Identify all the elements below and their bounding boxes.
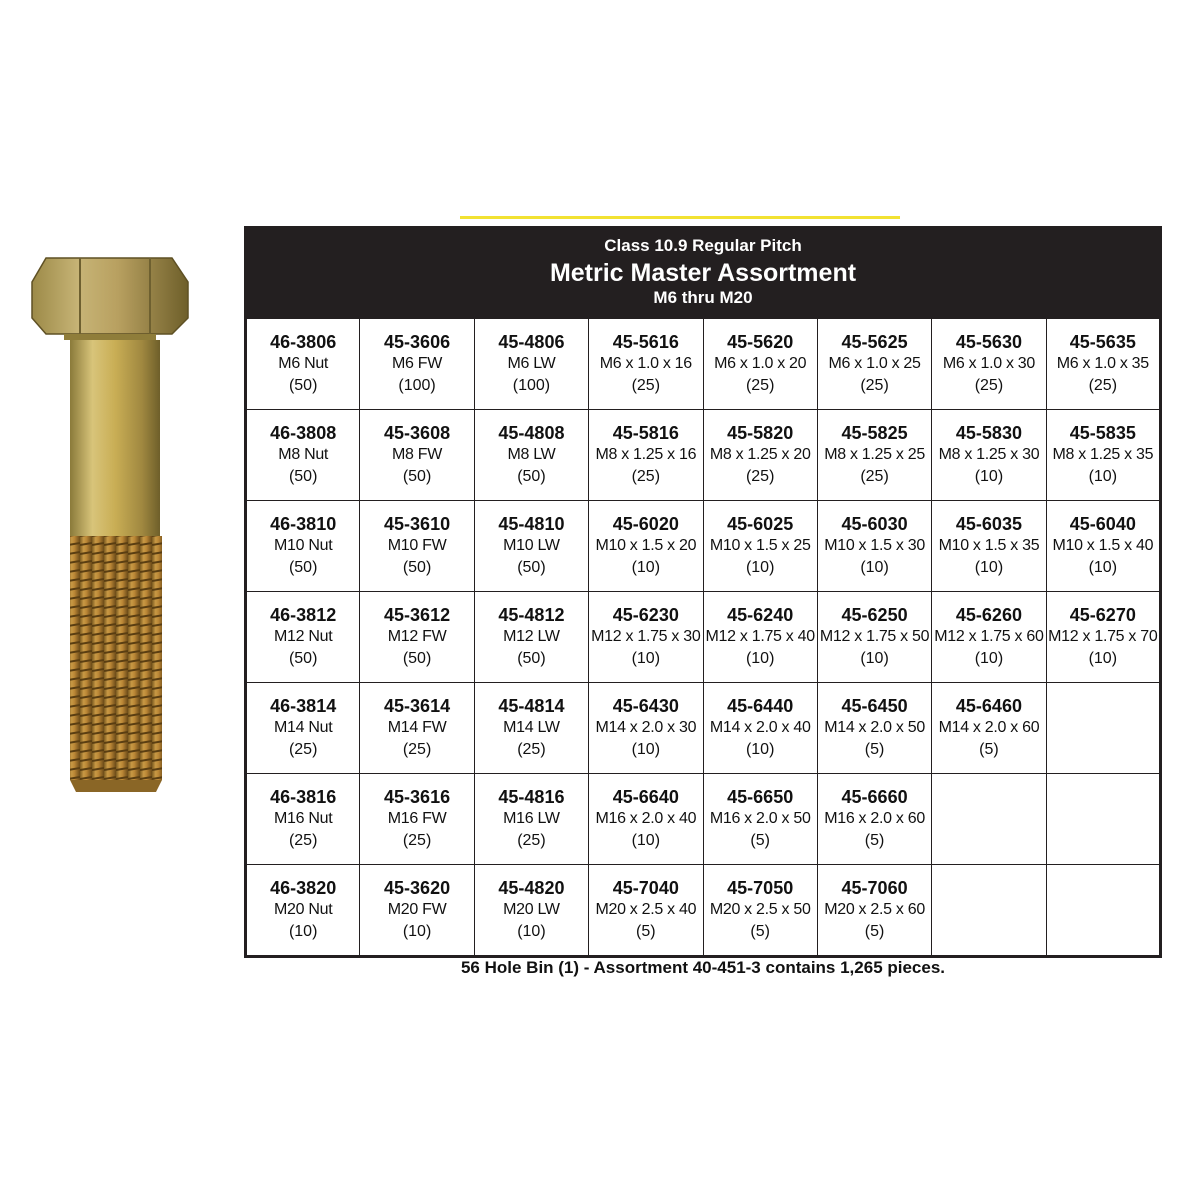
part-cell: [246, 501, 360, 592]
part-description: M16 x 2.0 x 40: [595, 810, 697, 827]
part-number: 45-6270: [1069, 605, 1136, 625]
part-cell: [703, 501, 817, 592]
part-number: 45-7050: [727, 878, 794, 898]
table-row: [246, 592, 1161, 683]
header-range: M6 thru M20: [653, 288, 753, 307]
hex-bolt-image: [20, 250, 200, 810]
part-quantity: (10): [1088, 650, 1118, 667]
part-description: M8 x 1.25 x 20: [709, 446, 811, 463]
part-cell: [1046, 319, 1160, 410]
part-description: M8 x 1.25 x 25: [824, 446, 925, 463]
part-description: M10 x 1.5 x 35: [938, 537, 1040, 554]
part-number: 45-6430: [612, 696, 679, 716]
part-number: 45-6230: [612, 605, 679, 625]
part-number: 45-6660: [841, 787, 908, 807]
table-row: [246, 774, 1161, 865]
part-quantity: (10): [974, 559, 1004, 576]
part-number: 45-6460: [955, 696, 1022, 716]
part-quantity: (100): [398, 377, 436, 394]
part-cell: [703, 774, 817, 865]
part-quantity: (50): [517, 559, 546, 576]
part-cell: [932, 774, 1046, 865]
part-quantity: (5): [864, 832, 885, 849]
part-cell: [932, 683, 1046, 774]
part-cell: [246, 592, 360, 683]
part-cell: [474, 865, 588, 957]
part-description: M14 LW: [503, 719, 560, 736]
part-cell: [589, 592, 703, 683]
part-number: 46-3816: [270, 787, 337, 807]
part-quantity: (25): [631, 377, 661, 394]
part-description: M12 FW: [387, 628, 447, 645]
part-quantity: (10): [860, 559, 889, 576]
part-quantity: (10): [745, 741, 775, 758]
part-cell: [474, 683, 588, 774]
part-quantity: (5): [864, 741, 885, 758]
part-number: 45-4810: [498, 514, 565, 534]
part-quantity: (25): [745, 468, 775, 485]
part-number: 45-3616: [384, 787, 451, 807]
part-number: 45-6240: [727, 605, 794, 625]
part-quantity: (10): [974, 650, 1004, 667]
part-quantity: (25): [402, 832, 432, 849]
part-number: 45-6650: [727, 787, 794, 807]
part-cell: [589, 319, 703, 410]
part-cell: [932, 319, 1046, 410]
part-number: 45-3608: [384, 423, 451, 443]
part-cell: [703, 592, 817, 683]
part-number: 46-3820: [270, 878, 337, 898]
accent-line: [460, 216, 900, 219]
part-number: 45-6020: [612, 514, 679, 534]
part-description: M6 LW: [507, 355, 556, 372]
part-quantity: (50): [402, 559, 432, 576]
part-number: 46-3806: [270, 332, 337, 352]
part-description: M16 Nut: [274, 810, 333, 827]
part-number: 45-6250: [841, 605, 908, 625]
part-quantity: (10): [631, 832, 661, 849]
part-description: M14 Nut: [274, 719, 333, 736]
part-quantity: (25): [402, 741, 432, 758]
part-quantity: (10): [974, 468, 1004, 485]
part-quantity: (100): [512, 377, 551, 394]
part-number: 45-5816: [612, 423, 679, 443]
part-description: M8 x 1.25 x 35: [1052, 446, 1154, 463]
part-number: 45-5820: [727, 423, 794, 443]
part-description: M12 LW: [503, 628, 560, 645]
part-number: 45-5616: [612, 332, 679, 352]
part-number: 45-5625: [841, 332, 908, 352]
part-description: M12 x 1.75 x 70: [1048, 628, 1158, 645]
part-quantity: (5): [750, 923, 770, 940]
table-row: [246, 501, 1161, 592]
part-cell: [817, 501, 931, 592]
part-number: 45-6450: [841, 696, 908, 716]
part-cell: [817, 683, 931, 774]
part-description: M20 FW: [387, 901, 447, 918]
part-cell: [1046, 683, 1160, 774]
part-number: 45-4820: [498, 878, 565, 898]
part-number: 45-4814: [498, 696, 565, 716]
part-description: M14 x 2.0 x 60: [938, 719, 1040, 736]
parts-grid: [244, 318, 1162, 958]
part-description: M6 x 1.0 x 30: [942, 355, 1036, 372]
part-quantity: (10): [860, 650, 889, 667]
part-description: M16 x 2.0 x 60: [824, 810, 925, 827]
part-cell: [360, 774, 474, 865]
table-row: [246, 410, 1161, 501]
part-number: 45-5635: [1069, 332, 1136, 352]
part-cell: [474, 774, 588, 865]
part-description: M10 x 1.5 x 25: [709, 537, 811, 554]
part-cell: [474, 319, 588, 410]
part-description: M6 Nut: [278, 355, 329, 372]
part-quantity: (5): [979, 741, 999, 758]
part-quantity: (25): [1088, 377, 1118, 394]
part-cell: [1046, 501, 1160, 592]
part-description: M12 x 1.75 x 60: [934, 628, 1044, 645]
part-cell: [589, 865, 703, 957]
part-description: M8 x 1.25 x 16: [595, 446, 697, 463]
part-quantity: (10): [631, 559, 661, 576]
part-number: 46-3812: [270, 605, 337, 625]
part-cell: [589, 410, 703, 501]
part-cell: [703, 865, 817, 957]
part-cell: [817, 865, 931, 957]
part-cell: [360, 592, 474, 683]
part-number: 45-6260: [955, 605, 1022, 625]
table-row: [246, 683, 1161, 774]
part-quantity: (25): [517, 741, 546, 758]
part-number: 45-5630: [955, 332, 1022, 352]
part-cell: [474, 501, 588, 592]
part-description: M8 Nut: [278, 446, 329, 463]
part-description: M10 x 1.5 x 20: [595, 537, 697, 554]
part-quantity: (50): [288, 377, 318, 394]
part-quantity: (10): [631, 650, 661, 667]
part-description: M16 LW: [503, 810, 560, 827]
part-number: 45-5830: [955, 423, 1022, 443]
part-cell: [360, 319, 474, 410]
header-title: Metric Master Assortment: [549, 259, 857, 287]
part-number: 45-6640: [612, 787, 679, 807]
part-number: 45-4808: [498, 423, 565, 443]
part-cell: [1046, 865, 1160, 957]
part-quantity: (25): [288, 832, 318, 849]
part-description: M20 x 2.5 x 60: [824, 901, 925, 918]
part-number: 46-3814: [270, 696, 337, 716]
part-quantity: (50): [402, 650, 432, 667]
part-description: M6 x 1.0 x 25: [828, 355, 921, 372]
part-number: 45-6440: [727, 696, 794, 716]
part-cell: [246, 865, 360, 957]
part-number: 45-6025: [727, 514, 794, 534]
part-cell: [817, 410, 931, 501]
part-cell: [1046, 592, 1160, 683]
part-cell: [474, 410, 588, 501]
part-quantity: (25): [860, 468, 889, 485]
part-quantity: (10): [1088, 559, 1118, 576]
part-quantity: (25): [974, 377, 1004, 394]
part-description: M20 LW: [503, 901, 560, 918]
part-number: 45-3612: [384, 605, 451, 625]
part-description: M12 x 1.75 x 50: [819, 628, 930, 645]
part-description: M6 x 1.0 x 16: [599, 355, 692, 372]
part-description: M14 FW: [387, 719, 447, 736]
part-quantity: (10): [288, 923, 318, 940]
part-description: M10 FW: [387, 537, 447, 554]
part-number: 45-3610: [384, 514, 451, 534]
assortment-chart: [244, 226, 1162, 958]
part-quantity: (25): [745, 377, 775, 394]
part-cell: [703, 683, 817, 774]
part-quantity: (50): [288, 559, 318, 576]
part-number: 45-5825: [841, 423, 908, 443]
part-quantity: (10): [631, 741, 661, 758]
part-number: 45-7040: [612, 878, 679, 898]
part-cell: [703, 319, 817, 410]
table-row: [246, 319, 1161, 410]
part-description: M20 x 2.5 x 50: [709, 901, 811, 918]
part-quantity: (25): [288, 741, 318, 758]
part-number: 45-3614: [384, 696, 451, 716]
part-description: M14 x 2.0 x 50: [824, 719, 925, 736]
table-row: [246, 865, 1161, 957]
part-quantity: (50): [288, 650, 318, 667]
part-cell: [932, 592, 1046, 683]
part-cell: [360, 410, 474, 501]
part-number: 46-3810: [270, 514, 337, 534]
part-number: 45-3606: [384, 332, 451, 352]
part-number: 45-7060: [841, 878, 908, 898]
part-cell: [817, 592, 931, 683]
part-quantity: (10): [517, 923, 546, 940]
part-quantity: (10): [745, 559, 775, 576]
part-description: M6 x 1.0 x 20: [714, 355, 807, 372]
part-description: M12 x 1.75 x 30: [591, 628, 701, 645]
part-description: M10 LW: [503, 537, 560, 554]
part-number: 45-4812: [498, 605, 565, 625]
part-description: M6 x 1.0 x 35: [1056, 355, 1149, 372]
part-quantity: (5): [864, 923, 885, 940]
part-cell: [932, 501, 1046, 592]
part-quantity: (25): [517, 832, 546, 849]
part-quantity: (50): [517, 468, 546, 485]
part-cell: [703, 410, 817, 501]
part-number: 45-5835: [1069, 423, 1136, 443]
part-quantity: (50): [517, 650, 546, 667]
part-description: M12 Nut: [274, 628, 333, 645]
part-quantity: (50): [402, 468, 432, 485]
part-cell: [589, 774, 703, 865]
part-description: M12 x 1.75 x 40: [705, 628, 815, 645]
part-cell: [817, 319, 931, 410]
part-cell: [246, 774, 360, 865]
part-cell: [932, 410, 1046, 501]
part-cell: [246, 410, 360, 501]
part-number: 45-6040: [1069, 514, 1136, 534]
part-description: M20 x 2.5 x 40: [595, 901, 697, 918]
part-number: 45-5620: [727, 332, 794, 352]
part-cell: [360, 501, 474, 592]
part-number: 45-3620: [384, 878, 451, 898]
part-description: M14 x 2.0 x 40: [709, 719, 811, 736]
part-description: M8 LW: [507, 446, 556, 463]
part-description: M20 Nut: [274, 901, 333, 918]
part-number: 45-6030: [841, 514, 908, 534]
part-cell: [360, 683, 474, 774]
chart-header: [244, 226, 1162, 318]
part-description: M10 Nut: [274, 537, 333, 554]
part-number: 45-4806: [498, 332, 565, 352]
part-quantity: (5): [636, 923, 656, 940]
part-quantity: (25): [631, 468, 661, 485]
part-number: 45-4816: [498, 787, 565, 807]
part-quantity: (5): [750, 832, 770, 849]
part-cell: [589, 683, 703, 774]
part-quantity: (50): [288, 468, 318, 485]
assortment-footer: 56 Hole Bin (1) - Assortment 40-451-3 contains 1,265 pieces.: [460, 958, 946, 977]
part-cell: [246, 319, 360, 410]
part-cell: [246, 683, 360, 774]
part-cell: [1046, 774, 1160, 865]
part-number: 45-6035: [955, 514, 1022, 534]
part-quantity: (25): [860, 377, 889, 394]
part-cell: [474, 592, 588, 683]
part-description: M10 x 1.5 x 40: [1052, 537, 1154, 554]
part-quantity: (10): [745, 650, 775, 667]
part-quantity: (10): [402, 923, 432, 940]
header-class: Class 10.9 Regular Pitch: [604, 236, 802, 255]
part-number: 46-3808: [270, 423, 337, 443]
part-description: M8 FW: [392, 446, 443, 463]
part-description: M16 FW: [387, 810, 447, 827]
part-cell: [360, 865, 474, 957]
part-cell: [589, 501, 703, 592]
part-cell: [817, 774, 931, 865]
part-description: M10 x 1.5 x 30: [824, 537, 925, 554]
part-description: M6 FW: [392, 355, 443, 372]
part-description: M8 x 1.25 x 30: [938, 446, 1040, 463]
part-quantity: (10): [1088, 468, 1118, 485]
part-cell: [1046, 410, 1160, 501]
part-description: M16 x 2.0 x 50: [709, 810, 811, 827]
part-description: M14 x 2.0 x 30: [595, 719, 697, 736]
part-cell: [932, 865, 1046, 957]
